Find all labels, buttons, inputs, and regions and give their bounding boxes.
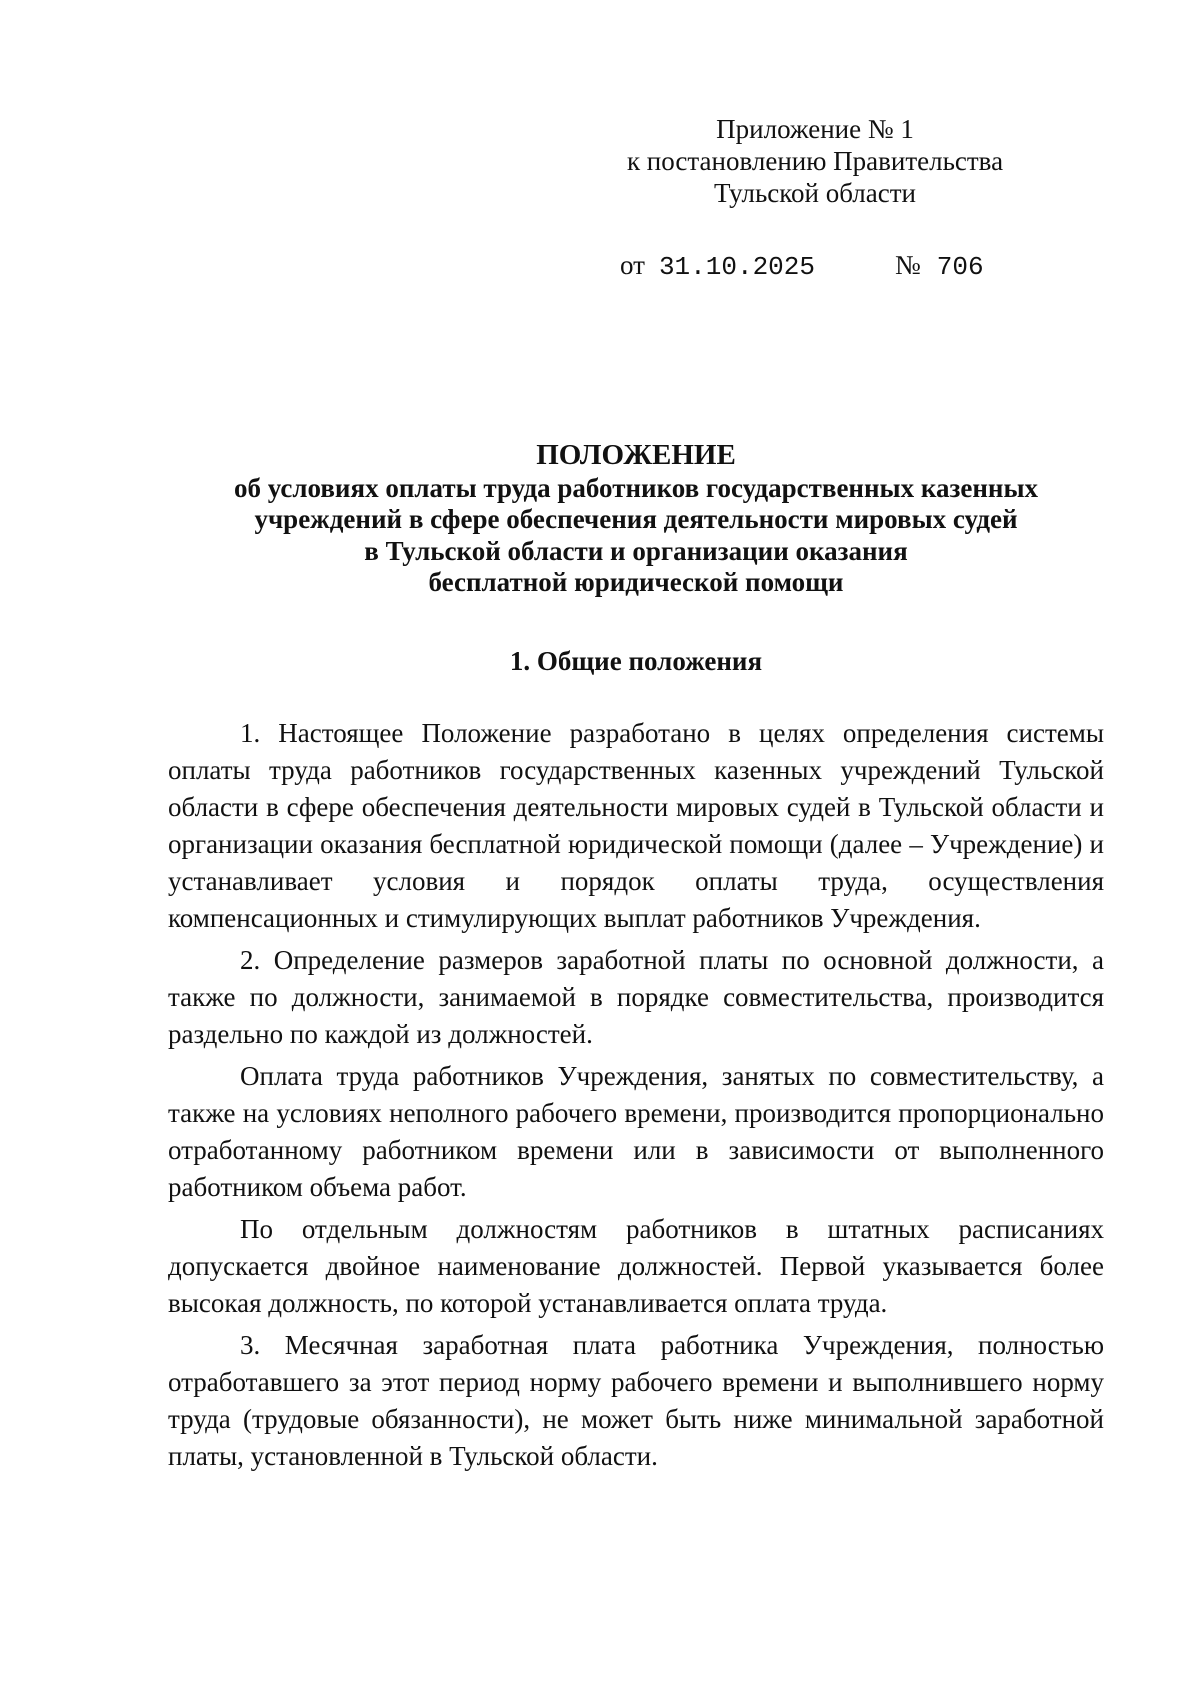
title-line-3: в Тульской области и организации оказания (364, 535, 908, 566)
appendix-title: Приложение № 1 (716, 114, 914, 144)
date-number-line (620, 249, 984, 283)
document-date: 31.10.2025 (658, 252, 815, 282)
number-sign: № (894, 250, 921, 280)
paragraph-2: 2. Определение размеров заработной платы по основной должности, а также по должности, занимаемой в порядке совместительства, производится раздельно по каждой из должностей. (168, 945, 1104, 1049)
title-line-1: об условиях оплаты труда работников государственных казенных (233, 472, 1039, 503)
paragraph-4: По отдельным должностям работников в штатных расписаниях допускается двойное наименование должностей. Первой указывается более высокая должность, по которой устанавливается оплата труда. (168, 1214, 1104, 1318)
appendix-reference: к постановлению Правительства (626, 146, 1004, 176)
document-body (168, 715, 1104, 1475)
appendix-block (590, 113, 1040, 209)
section-heading: 1. Общие положения (509, 646, 763, 676)
date-prefix: от (620, 250, 645, 280)
document-title (168, 440, 1104, 599)
paragraph-5: 3. Месячная заработная плата работника Учреждения, полностью отработавшего за этот период норму рабочего времени и выполнившего норму труда (трудовые обязанности), не может быть ниже минимальной заработной платы, установленной в Тульской области. (168, 1330, 1104, 1471)
title-main: ПОЛОЖЕНИЕ (536, 439, 736, 471)
document-number: 706 (936, 252, 984, 282)
appendix-region: Тульской области (714, 178, 916, 208)
title-line-2: учреждений в сфере обеспечения деятельности мировых судей (254, 504, 1018, 534)
title-line-4: бесплатной юридической помощи (428, 567, 844, 597)
paragraph-3: Оплата труда работников Учреждения, занятых по совместительству, а также на условиях неполного рабочего времени, производится пропорционально отработанному работником времени или в зависимости от выполненного работником объема работ. (168, 1061, 1104, 1202)
paragraph-1: 1. Настоящее Положение разработано в целях определения системы оплаты труда работников государственных казенных учреждений Тульской области в сфере обеспечения деятельности мировых судей в Тульской области и организации оказания бесплатной юридической помощи (далее – Учреждение) и устанавливает условия и порядок оплаты труда, осуществления компенсационных и стимулирующих выплат работников Учреждения. (168, 718, 1104, 933)
